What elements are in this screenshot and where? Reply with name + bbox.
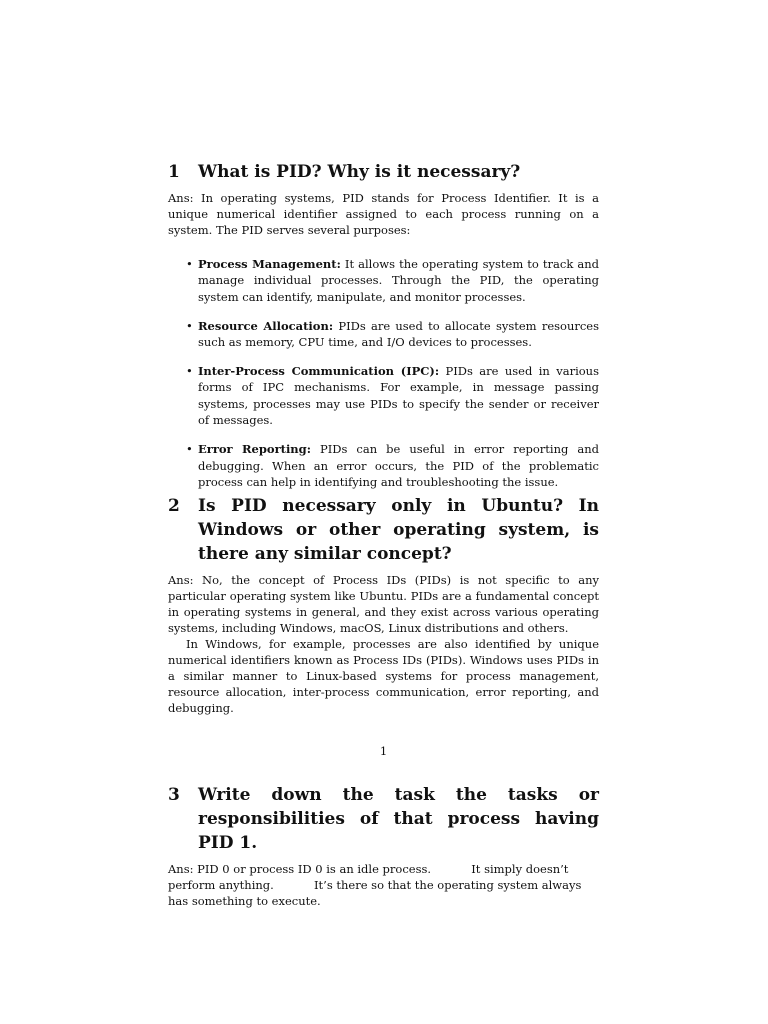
bullet-text: It allows the operating system to track and manage individual processes. Through the PID, the operating system can identify, manipulate, and monitor processes. bbox=[198, 257, 599, 304]
bullet-item-process-management bbox=[168, 256, 599, 305]
section-1 bbox=[168, 160, 599, 503]
section-3-heading bbox=[168, 783, 599, 855]
section-3-number: 3 bbox=[168, 785, 180, 805]
section-3-title: Write down the task the tasks or responsibilities of that process having PID 1. bbox=[198, 785, 599, 853]
section-2 bbox=[168, 494, 599, 716]
bullet-text: PIDs can be useful in error reporting and debugging. When an error occurs, the PID of the problematic process can help in identifying and troubleshooting the issue. bbox=[198, 442, 599, 489]
bullet-term: Resource Allocation: bbox=[198, 318, 334, 333]
bullet-dot-icon: • bbox=[186, 257, 193, 271]
bullet-term: Process Management: bbox=[198, 257, 341, 271]
section-1-number: 1 bbox=[168, 162, 180, 182]
section-3-answer: Ans: PID 0 or process ID 0 is an idle process. It simply doesn’t perform anything. It’s there so that the operating system always has something to execute. bbox=[168, 862, 586, 908]
bullet-item-resource-allocation bbox=[168, 318, 599, 351]
section-2-answer: Ans: No, the concept of Process IDs (PIDs) is not specific to any particular operating system like Ubuntu. PIDs are a fundamental concept in operating systems in general, and they exist across various operating systems, including Windows, macOS, Linux distributions and others. bbox=[168, 573, 599, 635]
section-1-bullet-list bbox=[168, 256, 599, 490]
page-number: 1 bbox=[379, 744, 388, 758]
section-2-answer-continued: In Windows, for example, processes are also identified by unique numerical identifiers known as Process IDs (PIDs). Windows uses PIDs in a similar manner to Linux-based systems for process management, resource allocation, inter-process communication, error reporting, and debugging. bbox=[168, 637, 599, 715]
bullet-text: PIDs are used in various forms of IPC mechanisms. For example, in message passing systems, processes may use PIDs to specify the sender or receiver of messages. bbox=[198, 364, 599, 428]
section-2-heading bbox=[168, 494, 599, 566]
section-1-title: What is PID? Why is it necessary? bbox=[198, 162, 521, 182]
bullet-item-error-reporting bbox=[168, 441, 599, 490]
section-1-heading bbox=[168, 160, 599, 184]
bullet-text: PIDs are used to allocate system resources such as memory, CPU time, and I/O devices to processes. bbox=[198, 318, 599, 350]
bullet-dot-icon: • bbox=[186, 318, 193, 333]
bullet-term: Inter-Process Communication (IPC): bbox=[198, 364, 440, 379]
bullet-item-ipc bbox=[168, 363, 599, 429]
bullet-dot-icon: • bbox=[186, 442, 193, 457]
section-2-number: 2 bbox=[168, 496, 180, 516]
bullet-dot-icon: • bbox=[186, 364, 193, 379]
section-2-title: Is PID necessary only in Ubuntu? In Windows or other operating system, is there any similar concept? bbox=[198, 496, 599, 564]
section-3 bbox=[168, 783, 599, 909]
section-1-answer: Ans: In operating systems, PID stands for Process Identifier. It is a unique numerical identifier assigned to each process running on a system. The PID serves several purposes: bbox=[168, 191, 599, 237]
bullet-term: Error Reporting: bbox=[198, 442, 311, 457]
